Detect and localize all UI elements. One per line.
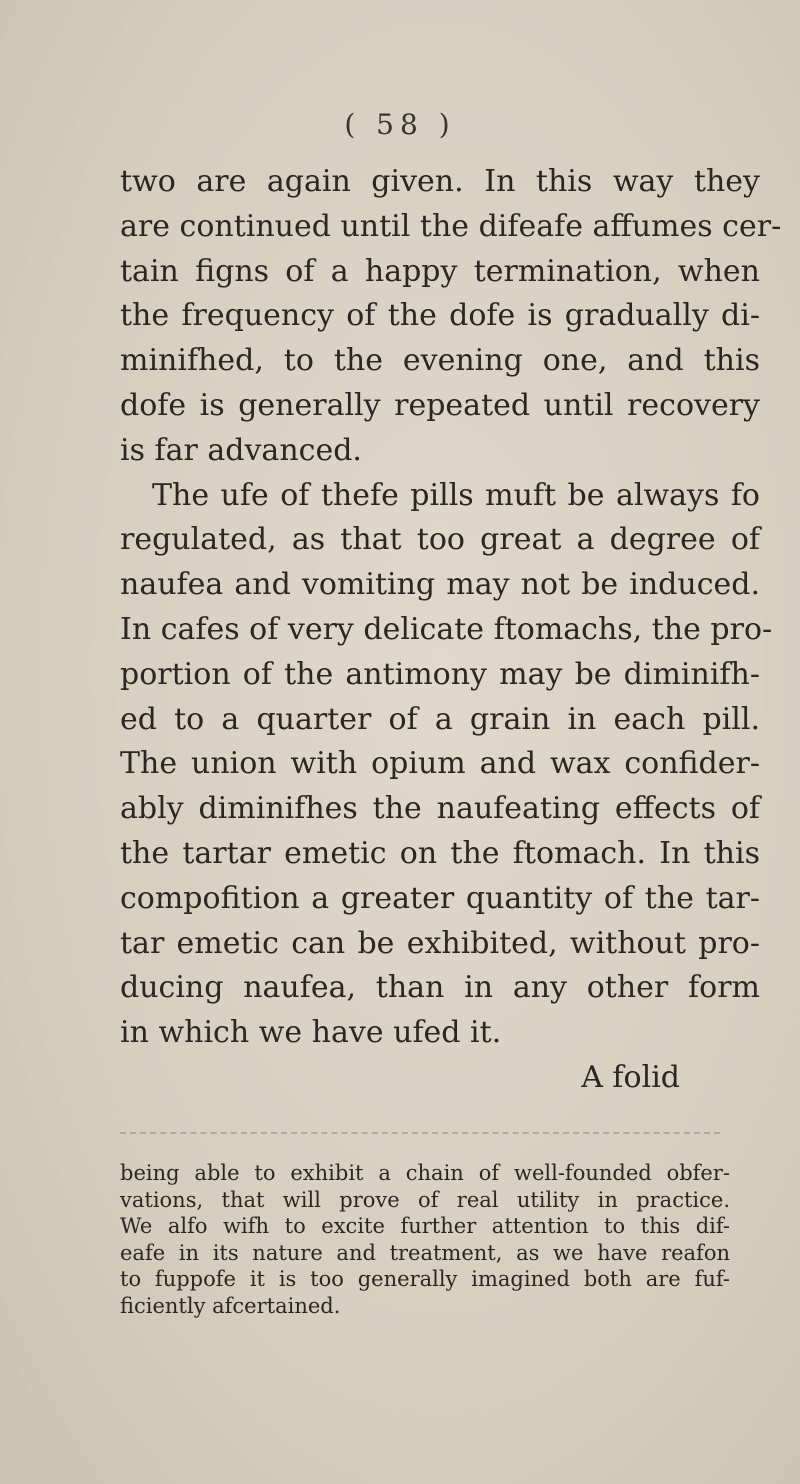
text-line: ducing naufea, than in any other form — [120, 970, 760, 1006]
text-line: regulated, as that too great a degree of — [120, 522, 760, 558]
text-line: the tartar emetic on the ftomach. In this — [120, 835, 760, 871]
text-line: We alfo wifh to excite further attention to this dif- — [120, 1214, 730, 1238]
text-line: dofe is generally repeated until recovery — [120, 387, 760, 423]
text-line: portion of the antimony may be diminifh- — [120, 656, 760, 692]
text-line: ficiently afcertained. — [120, 1293, 341, 1318]
text-line: The union with opium and wax confider- — [120, 746, 760, 782]
text-line: to fuppofe it is too generally imagined both are fuf- — [120, 1267, 730, 1291]
text-line: In cafes of very delicate ftomachs, the pro- — [120, 611, 773, 647]
text-line: is far advanced. — [120, 432, 362, 468]
text-line: the frequency of the dofe is gradually di- — [120, 298, 760, 334]
page-number: ( 58 ) — [344, 108, 456, 141]
text-line: compofition a greater quantity of the tar- — [120, 880, 760, 916]
text-line: tain figns of a happy termination, when — [120, 253, 760, 289]
text-line: The ufe of thefe pills muft be always fo — [152, 477, 760, 513]
text-line: tar emetic can be exhibited, without pro- — [120, 925, 760, 961]
text-line: ed to a quarter of a grain in each pill. — [120, 701, 760, 737]
text-line: being able to exhibit a chain of well-founded obfer- — [120, 1161, 730, 1185]
text-line: minifhed, to the evening one, and this — [120, 343, 760, 379]
catchword: A folid — [581, 1059, 680, 1095]
overlapping-page-text — [120, 1160, 730, 1319]
text-line: two are again given. In this way they — [120, 164, 760, 199]
main-text-block — [120, 160, 782, 1101]
text-line: vations, that will prove of real utility in practice. — [120, 1187, 730, 1212]
text-line: naufea and vomiting may not be induced. — [120, 567, 760, 603]
text-line: in which we have ufed it. — [120, 1015, 502, 1051]
text-line: are continued until the difeafe affumes cer- — [120, 208, 782, 244]
page-divider — [120, 1132, 720, 1134]
text-line: eafe in its nature and treatment, as we have reafon — [120, 1240, 730, 1265]
text-line: ably diminifhes the naufeating effects of — [120, 791, 760, 827]
